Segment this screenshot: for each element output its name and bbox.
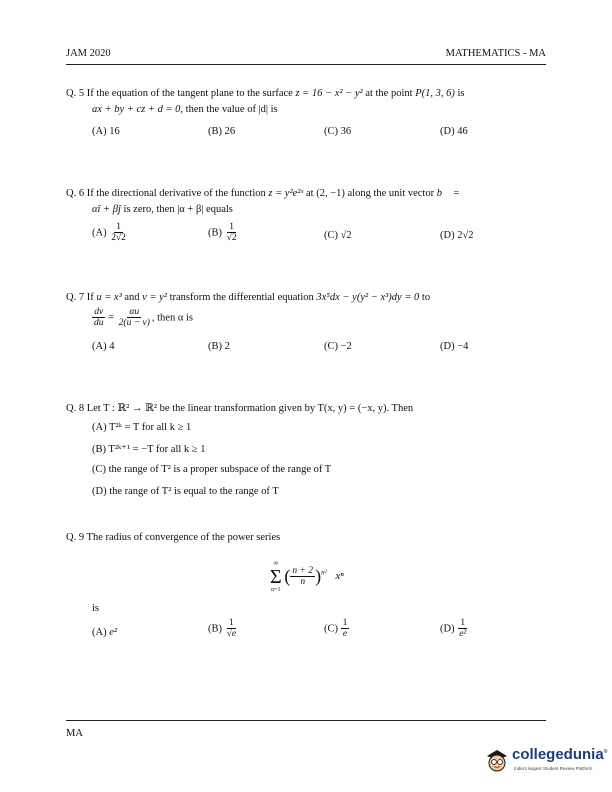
q9-option-b [208,618,238,640]
q9-option-b-fraction [225,618,238,640]
q9-num: Q. 9 [66,532,85,543]
q7-option-b: (B) 2 [208,341,230,352]
q7-text-e: , then α is [151,312,193,324]
q9-option-a-text: e² [109,627,118,638]
q7-line1 [66,292,430,303]
q7-option-d: (D) −4 [440,341,469,352]
q5-math-plane: ax + by + cz + d = 0 [92,104,181,115]
q7-line2 [92,307,193,329]
right-paren: ) [315,566,322,586]
q5-num: Q. 5 [66,88,85,99]
series-num: n + 2 [292,565,314,576]
q9-option-d [440,618,468,640]
q6-option-d [440,230,473,241]
q7-math-ode: 3x⁵dx − y(y² − x³)dy = 0 [316,292,420,303]
sum-lower-limit: n=1 [271,587,281,593]
q7-rhs-fraction [117,307,152,329]
q9-option-c-fraction [341,618,350,640]
q8-line1 [66,402,413,414]
q6-text-c: is zero, then |α + β| equals [120,204,233,215]
q7-text-b: and [121,292,143,303]
series-x-term: xⁿ [335,570,344,583]
q6-math-vector: b⃗ = [436,188,460,199]
q7-math-v: v = y² [142,292,167,303]
power-series [270,560,344,593]
brand-logo [482,740,608,780]
q6-option-b-num: 1 [229,222,234,232]
q5-text-b: at the point [362,88,416,99]
summation [270,560,282,593]
q6-option-b-fraction [225,222,239,244]
q5-option-b: (B) 26 [208,126,236,137]
brand-mark: ® [603,749,608,755]
q8-option-b: (B) T²ᵏ⁺¹ = −T for all k ≥ 1 [92,444,206,455]
sigma-symbol: Σ [270,566,282,588]
brand-name-text: collegedunia [512,746,604,763]
q5-text-d: , then the value of |d| is [180,104,278,115]
left-paren: ( [284,566,291,586]
q6-line1 [66,188,460,199]
series-fraction [290,566,315,588]
q9-line1 [66,532,280,543]
q9-option-d-label: (D) [440,623,455,635]
q7-option-a: (A) 4 [92,341,115,352]
q7-text-a: If [86,292,97,303]
q5-math-surface: z = 16 − x² − y² [295,88,363,99]
header-right: MATHEMATICS - MA [445,48,546,59]
q6-option-b-label: (B) [208,227,222,239]
footer-rule [66,720,546,721]
q6-option-c-text: √2 [340,230,352,241]
q6-text-a: If the directional derivative of the function [86,188,269,199]
q9-option-d-fraction [457,618,468,640]
q9-option-a [92,627,117,638]
q9-tail: is [92,603,100,614]
brand-tagline: India's largest Student Review Platform [514,766,593,771]
q5-math-point: P(1, 3, 6) [415,88,455,99]
sum-upper-limit: ∞ [273,559,279,567]
q9-option-d-den: e² [459,629,467,640]
footer-code: MA [66,728,83,739]
q6-option-c-label: (C) [324,230,338,241]
q9-option-b-label: (B) [208,623,222,635]
q6-option-c [324,230,352,241]
q7-rhs-den: 2(u − v) [118,318,150,329]
q6-math-vector-expr: αî + βĵ [92,204,121,215]
q7-lhs-num: dv [94,307,104,317]
q9-option-c [324,618,349,640]
q7-rhs-num: αu [129,307,140,317]
q9-option-a-label: (A) [92,627,107,638]
q6-option-b [208,222,239,244]
q7-lhs-den: du [94,318,104,329]
header-rule [66,64,546,65]
q9-option-b-num: 1 [228,618,234,628]
q6-option-a-label: (A) [92,227,107,239]
q9-option-d-num: 1 [460,618,466,628]
q6-option-d-label: (D) [440,230,455,241]
q5-option-c: (C) 36 [324,126,352,137]
q8-num: Q. 8 [66,403,85,414]
q9-text: The radius of convergence of the power series [86,532,281,543]
q8-option-a: (A) T²ᵏ = T for all k ≥ 1 [92,422,192,433]
series-exponent: n² [321,568,327,577]
q9-option-c-num: 1 [342,618,348,628]
q7-option-c: (C) −2 [324,341,352,352]
mascot-icon [482,744,512,774]
q6-math-function: z = y²e²ˣ [268,188,304,199]
q7-text-c: transform the differential equation [166,292,317,303]
q5-line2 [92,104,278,115]
q6-option-a-den: 2√2 [111,233,126,244]
q6-line2 [92,204,233,215]
q6-text-b: at (2, −1) along the unit vector [303,188,437,199]
q7-text-d: to [419,292,431,303]
q6-option-a-num: 1 [116,222,121,232]
brand-name [512,746,607,763]
q5-text-c: is [454,88,465,99]
header-left: JAM 2020 [66,48,111,59]
q5-line1 [66,88,465,99]
q9-option-c-den: e [342,629,348,640]
series-den: n [300,577,306,587]
q6-option-b-den: √2 [226,233,237,244]
q6-option-a-fraction [109,222,128,244]
q5-option-d: (D) 46 [440,126,468,137]
q7-lhs-fraction [92,307,106,329]
q6-num: Q. 6 [66,188,85,199]
q9-option-b-den: √e [226,629,237,640]
q7-math-u: u = x³ [96,292,122,303]
q7-equals: = [108,312,115,324]
q6-option-a [92,222,128,244]
q8-text: Let T : ℝ² → ℝ² be the linear transformation given by T(x, y) = (−x, y). Then [86,403,414,414]
q8-option-d: (D) the range of T² is equal to the range of T [92,486,279,497]
q5-option-a: (A) 16 [92,126,120,137]
q9-option-c-label: (C) [324,623,338,635]
q8-option-c: (C) the range of T² is a proper subspace of the range of T [92,464,332,475]
q5-text-a: If the equation of the tangent plane to the surface [86,88,296,99]
q7-num: Q. 7 [66,292,85,303]
q6-option-d-text: 2√2 [457,230,474,241]
